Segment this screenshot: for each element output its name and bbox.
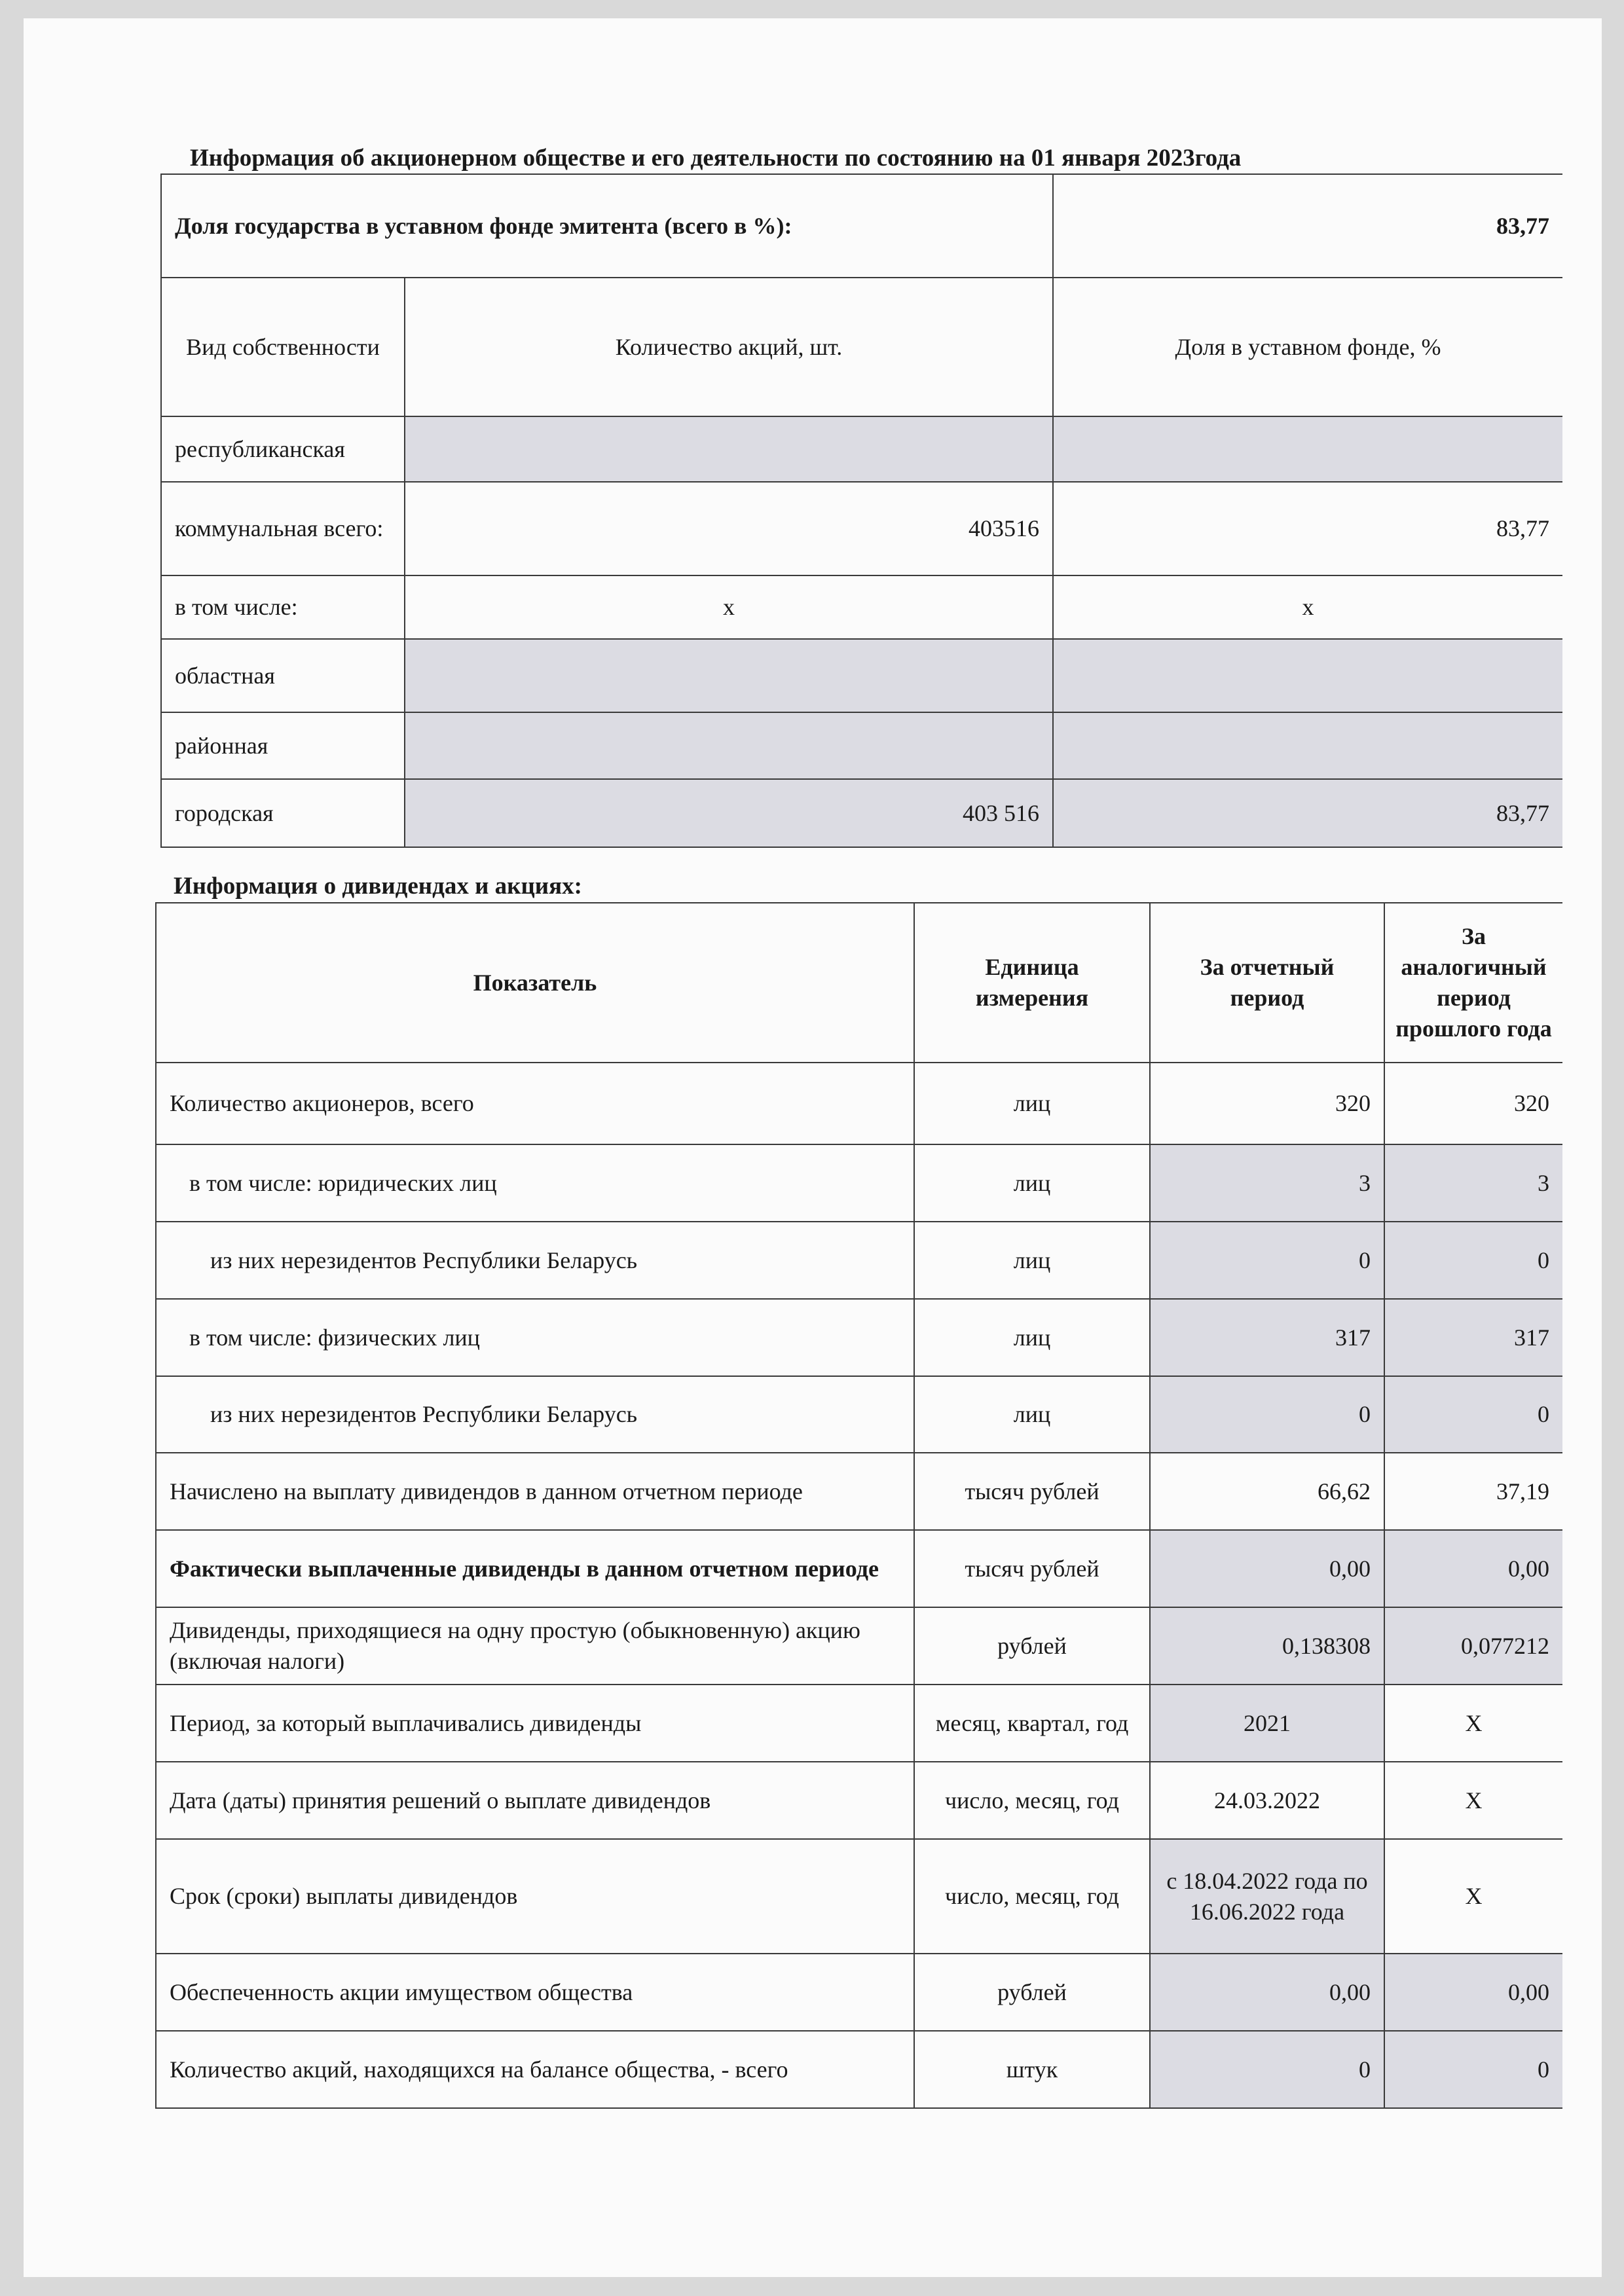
section-title-dividends: Информация о дивидендах и акциях: [174,873,582,900]
ownership-shares [405,712,1053,779]
ownership-shares [405,639,1053,712]
ownership-shares: х [405,575,1053,639]
indicator-previous: 0,00 [1384,1530,1562,1607]
dividends-table [155,902,1562,2109]
dividend-row [156,1453,1562,1530]
indicator-current: 320 [1150,1063,1384,1144]
dividend-row [156,1530,1562,1607]
indicator-unit: рублей [914,1954,1150,2031]
header-previous-period: За аналогичный период прошлого года [1384,903,1562,1063]
indicator-unit: месяц, квартал, год [914,1685,1150,1762]
indicator-unit: рублей [914,1607,1150,1685]
ownership-label: в том числе: [161,575,405,639]
dividend-row [156,1762,1562,1839]
indicator-current: 317 [1150,1299,1384,1376]
ownership-row-regional [161,639,1562,712]
indicator-previous: Х [1384,1839,1562,1954]
indicator-previous: 0 [1384,1376,1562,1453]
indicator-label: Начислено на выплату дивидендов в данном отчетном периоде [156,1453,914,1530]
dividend-row [156,1222,1562,1299]
indicator-current: 0,00 [1150,1954,1384,2031]
dividend-row [156,1144,1562,1222]
header-current-period: За отчетный период [1150,903,1384,1063]
ownership-label: коммунальная всего: [161,482,405,575]
dividend-row [156,1685,1562,1762]
ownership-table [160,173,1562,848]
indicator-current: с 18.04.2022 года по 16.06.2022 года [1150,1839,1384,1954]
indicator-label: Срок (сроки) выплаты дивидендов [156,1839,914,1954]
ownership-percent [1053,416,1562,482]
indicator-label: в том числе: физических лиц [156,1299,914,1376]
indicator-unit: тысяч рублей [914,1453,1150,1530]
indicator-current: 66,62 [1150,1453,1384,1530]
indicator-label: в том числе: юридических лиц [156,1144,914,1222]
header-ownership-type: Вид собственности [161,278,405,416]
indicator-current: 24.03.2022 [1150,1762,1384,1839]
ownership-label: городская [161,779,405,847]
dividend-row [156,2031,1562,2108]
ownership-row-district [161,712,1562,779]
ownership-row-republican [161,416,1562,482]
indicator-current: 0,00 [1150,1530,1384,1607]
indicator-label: Дата (даты) принятия решений о выплате дивидендов [156,1762,914,1839]
indicator-current: 0,138308 [1150,1607,1384,1685]
ownership-percent: 83,77 [1053,779,1562,847]
indicator-unit: лиц [914,1299,1150,1376]
indicator-label: Дивиденды, приходящиеся на одну простую (обыкновенную) акцию (включая налоги) [156,1607,914,1685]
indicator-previous: Х [1384,1685,1562,1762]
indicator-unit: лиц [914,1144,1150,1222]
header-indicator: Показатель [156,903,914,1063]
indicator-current: 0 [1150,1376,1384,1453]
indicator-previous: 0,00 [1384,1954,1562,2031]
ownership-shares: 403 516 [405,779,1053,847]
dividends-header-row [156,903,1562,1063]
indicator-previous: 320 [1384,1063,1562,1144]
indicator-label: Фактически выплаченные дивиденды в данном отчетном периоде [156,1530,914,1607]
indicator-unit: число, месяц, год [914,1762,1150,1839]
indicator-unit: штук [914,2031,1150,2108]
indicator-current: 2021 [1150,1685,1384,1762]
indicator-current: 3 [1150,1144,1384,1222]
indicator-previous: 0,077212 [1384,1607,1562,1685]
dividend-row [156,1063,1562,1144]
ownership-row-communal [161,482,1562,575]
indicator-label: из них нерезидентов Республики Беларусь [156,1376,914,1453]
header-unit: Единица измерения [914,903,1150,1063]
indicator-label: Период, за который выплачивались дивиденды [156,1685,914,1762]
indicator-label: из них нерезидентов Республики Беларусь [156,1222,914,1299]
section-title-joint-stock-info: Информация об акционерном обществе и его деятельности по состоянию на 01 января 2023года [190,145,1242,172]
ownership-shares: 403516 [405,482,1053,575]
dividend-row [156,1954,1562,2031]
ownership-percent [1053,639,1562,712]
indicator-label: Количество акций, находящихся на балансе общества, - всего [156,2031,914,2108]
header-share-percent: Доля в уставном фонде, % [1053,278,1562,416]
ownership-shares [405,416,1053,482]
dividend-row [156,1607,1562,1685]
indicator-unit: лиц [914,1063,1150,1144]
indicator-previous: 317 [1384,1299,1562,1376]
ownership-percent: 83,77 [1053,482,1562,575]
state-share-value: 83,77 [1053,174,1562,278]
header-share-count: Количество акций, шт. [405,278,1053,416]
ownership-row-including [161,575,1562,639]
ownership-percent [1053,712,1562,779]
dividend-row [156,1839,1562,1954]
dividend-row [156,1299,1562,1376]
dividend-row [156,1376,1562,1453]
indicator-label: Количество акционеров, всего [156,1063,914,1144]
indicator-previous: 37,19 [1384,1453,1562,1530]
state-share-row [161,174,1562,278]
ownership-header-row [161,278,1562,416]
indicator-previous: 0 [1384,2031,1562,2108]
indicator-current: 0 [1150,1222,1384,1299]
indicator-previous: 0 [1384,1222,1562,1299]
indicator-unit: лиц [914,1376,1150,1453]
ownership-label: районная [161,712,405,779]
indicator-current: 0 [1150,2031,1384,2108]
indicator-label: Обеспеченность акции имуществом общества [156,1954,914,2031]
ownership-label: областная [161,639,405,712]
indicator-unit: тысяч рублей [914,1530,1150,1607]
ownership-label: республиканская [161,416,405,482]
indicator-unit: лиц [914,1222,1150,1299]
indicator-unit: число, месяц, год [914,1839,1150,1954]
indicator-previous: 3 [1384,1144,1562,1222]
state-share-label: Доля государства в уставном фонде эмитента (всего в %): [161,174,1053,278]
ownership-percent: х [1053,575,1562,639]
ownership-row-city [161,779,1562,847]
indicator-previous: Х [1384,1762,1562,1839]
